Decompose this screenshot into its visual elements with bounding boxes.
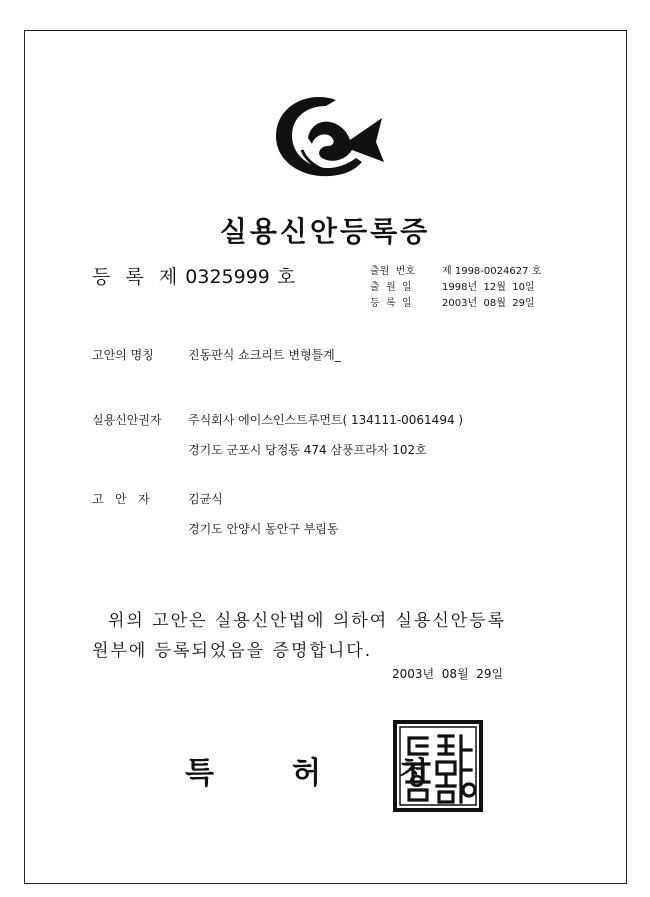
kipo-emblem-icon	[272, 92, 384, 180]
certificate-title: 실용신안등록증	[219, 215, 431, 248]
meta-row-filing-date	[370, 278, 546, 293]
meta-label: 출 원 일	[370, 282, 412, 293]
inventor-address: 경기도 안양시 동안구 부림동	[188, 522, 339, 536]
registration-number	[92, 262, 296, 289]
registration-number-value: 0325999	[185, 266, 270, 288]
issuer-name: 특허청	[185, 756, 506, 791]
inventor-label: 고 안 자	[92, 492, 150, 506]
meta-label: 출원 번호	[370, 266, 415, 277]
invention-name-label: 고안의 명칭	[92, 348, 154, 362]
meta-row-registration-date	[370, 294, 546, 309]
holder-name: 주식회사 에이스인스트루먼트( 134111-0061494 )	[188, 413, 464, 427]
registration-prefix: 등 록 제	[92, 266, 179, 288]
meta-row-application	[370, 262, 546, 277]
invention-name-value: 진동판식 쇼크리트 변형틀계_	[188, 348, 341, 362]
official-seal-icon	[393, 720, 483, 812]
statement-line-2: 원부에 등록되었음을 증명합니다.	[92, 641, 373, 661]
holder-label: 실용신안권자	[92, 413, 162, 427]
holder-address: 경기도 군포시 당정동 474 삼풍프라자 102호	[188, 443, 427, 457]
meta-value: 1998년 12월 10일	[442, 282, 535, 293]
meta-label: 등 록 일	[370, 298, 412, 309]
inventor-name: 김균식	[188, 492, 223, 506]
statement-line-1: 위의 고안은 실용신안법에 의하여 실용신안등록	[108, 611, 507, 631]
registration-suffix: 호	[276, 266, 297, 288]
meta-value: 2003년 08월 29일	[442, 298, 535, 309]
meta-value: 제 1998-0024627 호	[442, 266, 542, 277]
issue-date: 2003년 08월 29일	[392, 667, 504, 681]
